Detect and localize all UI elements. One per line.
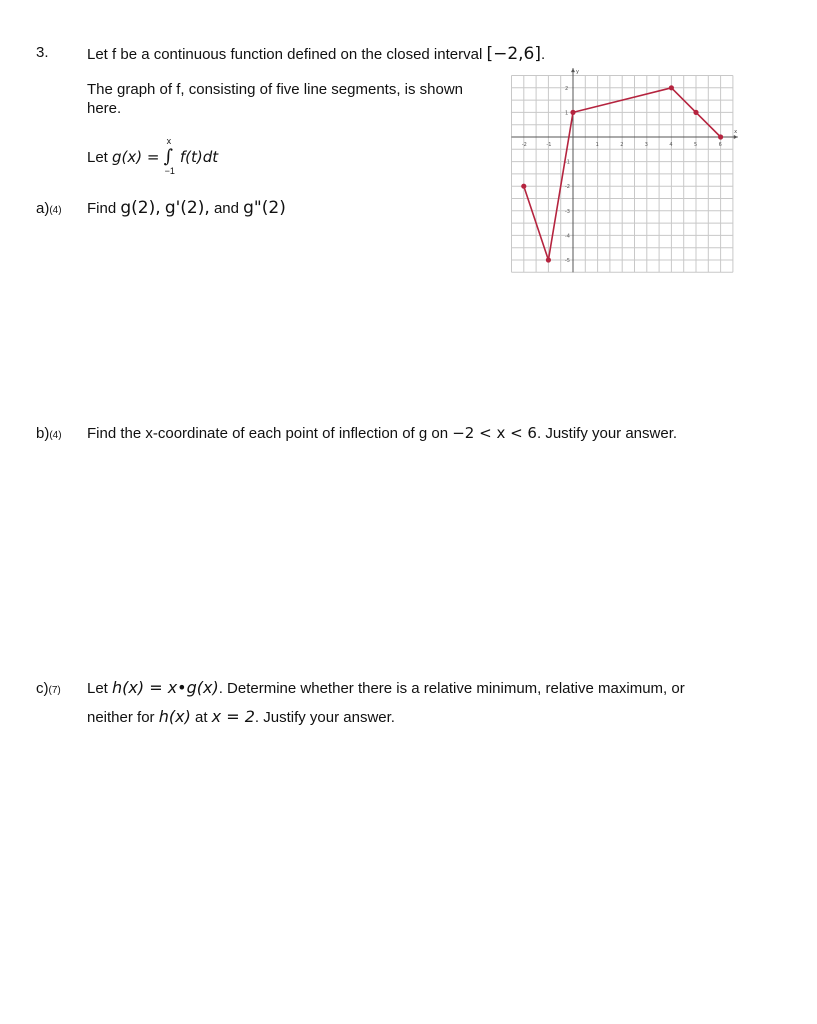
integral-sign [163, 136, 176, 176]
y-tick-label: 1 [565, 110, 569, 117]
x-axis-arrow [734, 135, 738, 139]
part-c-text1: . Determine whether there is a relative minimum, relative maximum, or [218, 680, 685, 697]
f-vertex-point [521, 184, 526, 189]
y-tick-label: -2 [565, 184, 570, 191]
part-c-letter: c) [36, 680, 49, 697]
x-tick-label: 1 [595, 142, 599, 148]
part-a-find: Find [87, 200, 117, 217]
part-a-label [36, 200, 62, 217]
part-c-label [36, 680, 61, 697]
part-c-x-eq: x = 2 [211, 707, 255, 726]
part-c-at: at [194, 709, 208, 726]
x-tick-label: 4 [669, 142, 673, 148]
integrand: f(t)dt [179, 148, 219, 166]
part-b-points: (4) [49, 430, 62, 441]
x-tick-label: 2 [620, 142, 624, 148]
x-tick-label: 6 [718, 142, 722, 148]
f-vertex-point [669, 85, 674, 90]
y-tick-label: -1 [565, 159, 570, 166]
x-tick-label: -2 [521, 142, 527, 148]
part-a-expr1: g(2), [120, 198, 161, 218]
problem-number: 3. [36, 44, 49, 61]
graph-description-line2: here. [87, 100, 122, 117]
part-c-hx: h(x) [158, 707, 191, 726]
f-vertex-point [570, 110, 575, 115]
part-c-text2: . Justify your answer. [254, 709, 395, 726]
let-label: Let [87, 149, 108, 166]
part-b-text-after: . Justify your answer. [536, 425, 678, 442]
part-b-label [36, 425, 62, 442]
x-tick-label: 3 [644, 142, 648, 148]
part-c-points: (7) [48, 685, 61, 696]
part-a-question [87, 198, 286, 218]
integral-glyph: ∫ [163, 146, 174, 167]
part-c-neither: neither for [87, 709, 155, 726]
y-tick-label: -4 [565, 233, 570, 240]
part-b-inequality: −2 < x < 6 [452, 424, 537, 442]
x-axis-label: x [734, 129, 738, 135]
part-a-expr2: g'(2), [164, 198, 210, 218]
x-tick-label: -1 [546, 142, 552, 148]
part-c-let: Let [87, 680, 108, 697]
graph-of-f [508, 69, 740, 290]
part-a-expr3: g"(2) [243, 198, 286, 218]
part-c-h-def: h(x) = x•g(x) [112, 678, 219, 697]
integral-lower-limit: −1 [164, 166, 175, 176]
f-vertex-point [693, 110, 698, 115]
part-c-line2 [87, 707, 395, 726]
g-lhs: g(x) = [112, 148, 160, 166]
part-a-letter: a) [36, 200, 50, 217]
intro-suffix: . [541, 46, 546, 63]
f-vertex-point [718, 134, 723, 139]
integral-upper-limit: x [166, 136, 172, 146]
part-a-points: (4) [49, 205, 62, 216]
f-vertex-point [546, 257, 551, 262]
x-tick-label: 5 [694, 142, 698, 148]
part-b-question [87, 424, 677, 442]
part-b-letter: b) [36, 425, 50, 442]
y-axis-arrow [571, 68, 575, 72]
g-definition [87, 136, 219, 176]
part-c-line1 [87, 678, 685, 697]
y-tick-label: 2 [565, 85, 569, 92]
graph-description-line1: The graph of f, consisting of five line segments, is shown [87, 81, 464, 98]
problem-intro [87, 44, 545, 64]
part-b-text: Find the x-coordinate of each point of inflection of g on [87, 425, 449, 442]
intro-text: Let f be a continuous function defined on the closed interval [87, 46, 483, 63]
y-axis-label: y [576, 69, 579, 76]
part-a-and: and [213, 200, 239, 217]
y-tick-label: -3 [565, 208, 570, 215]
y-tick-label: -5 [565, 258, 570, 264]
interval: [−2,6] [486, 44, 541, 64]
